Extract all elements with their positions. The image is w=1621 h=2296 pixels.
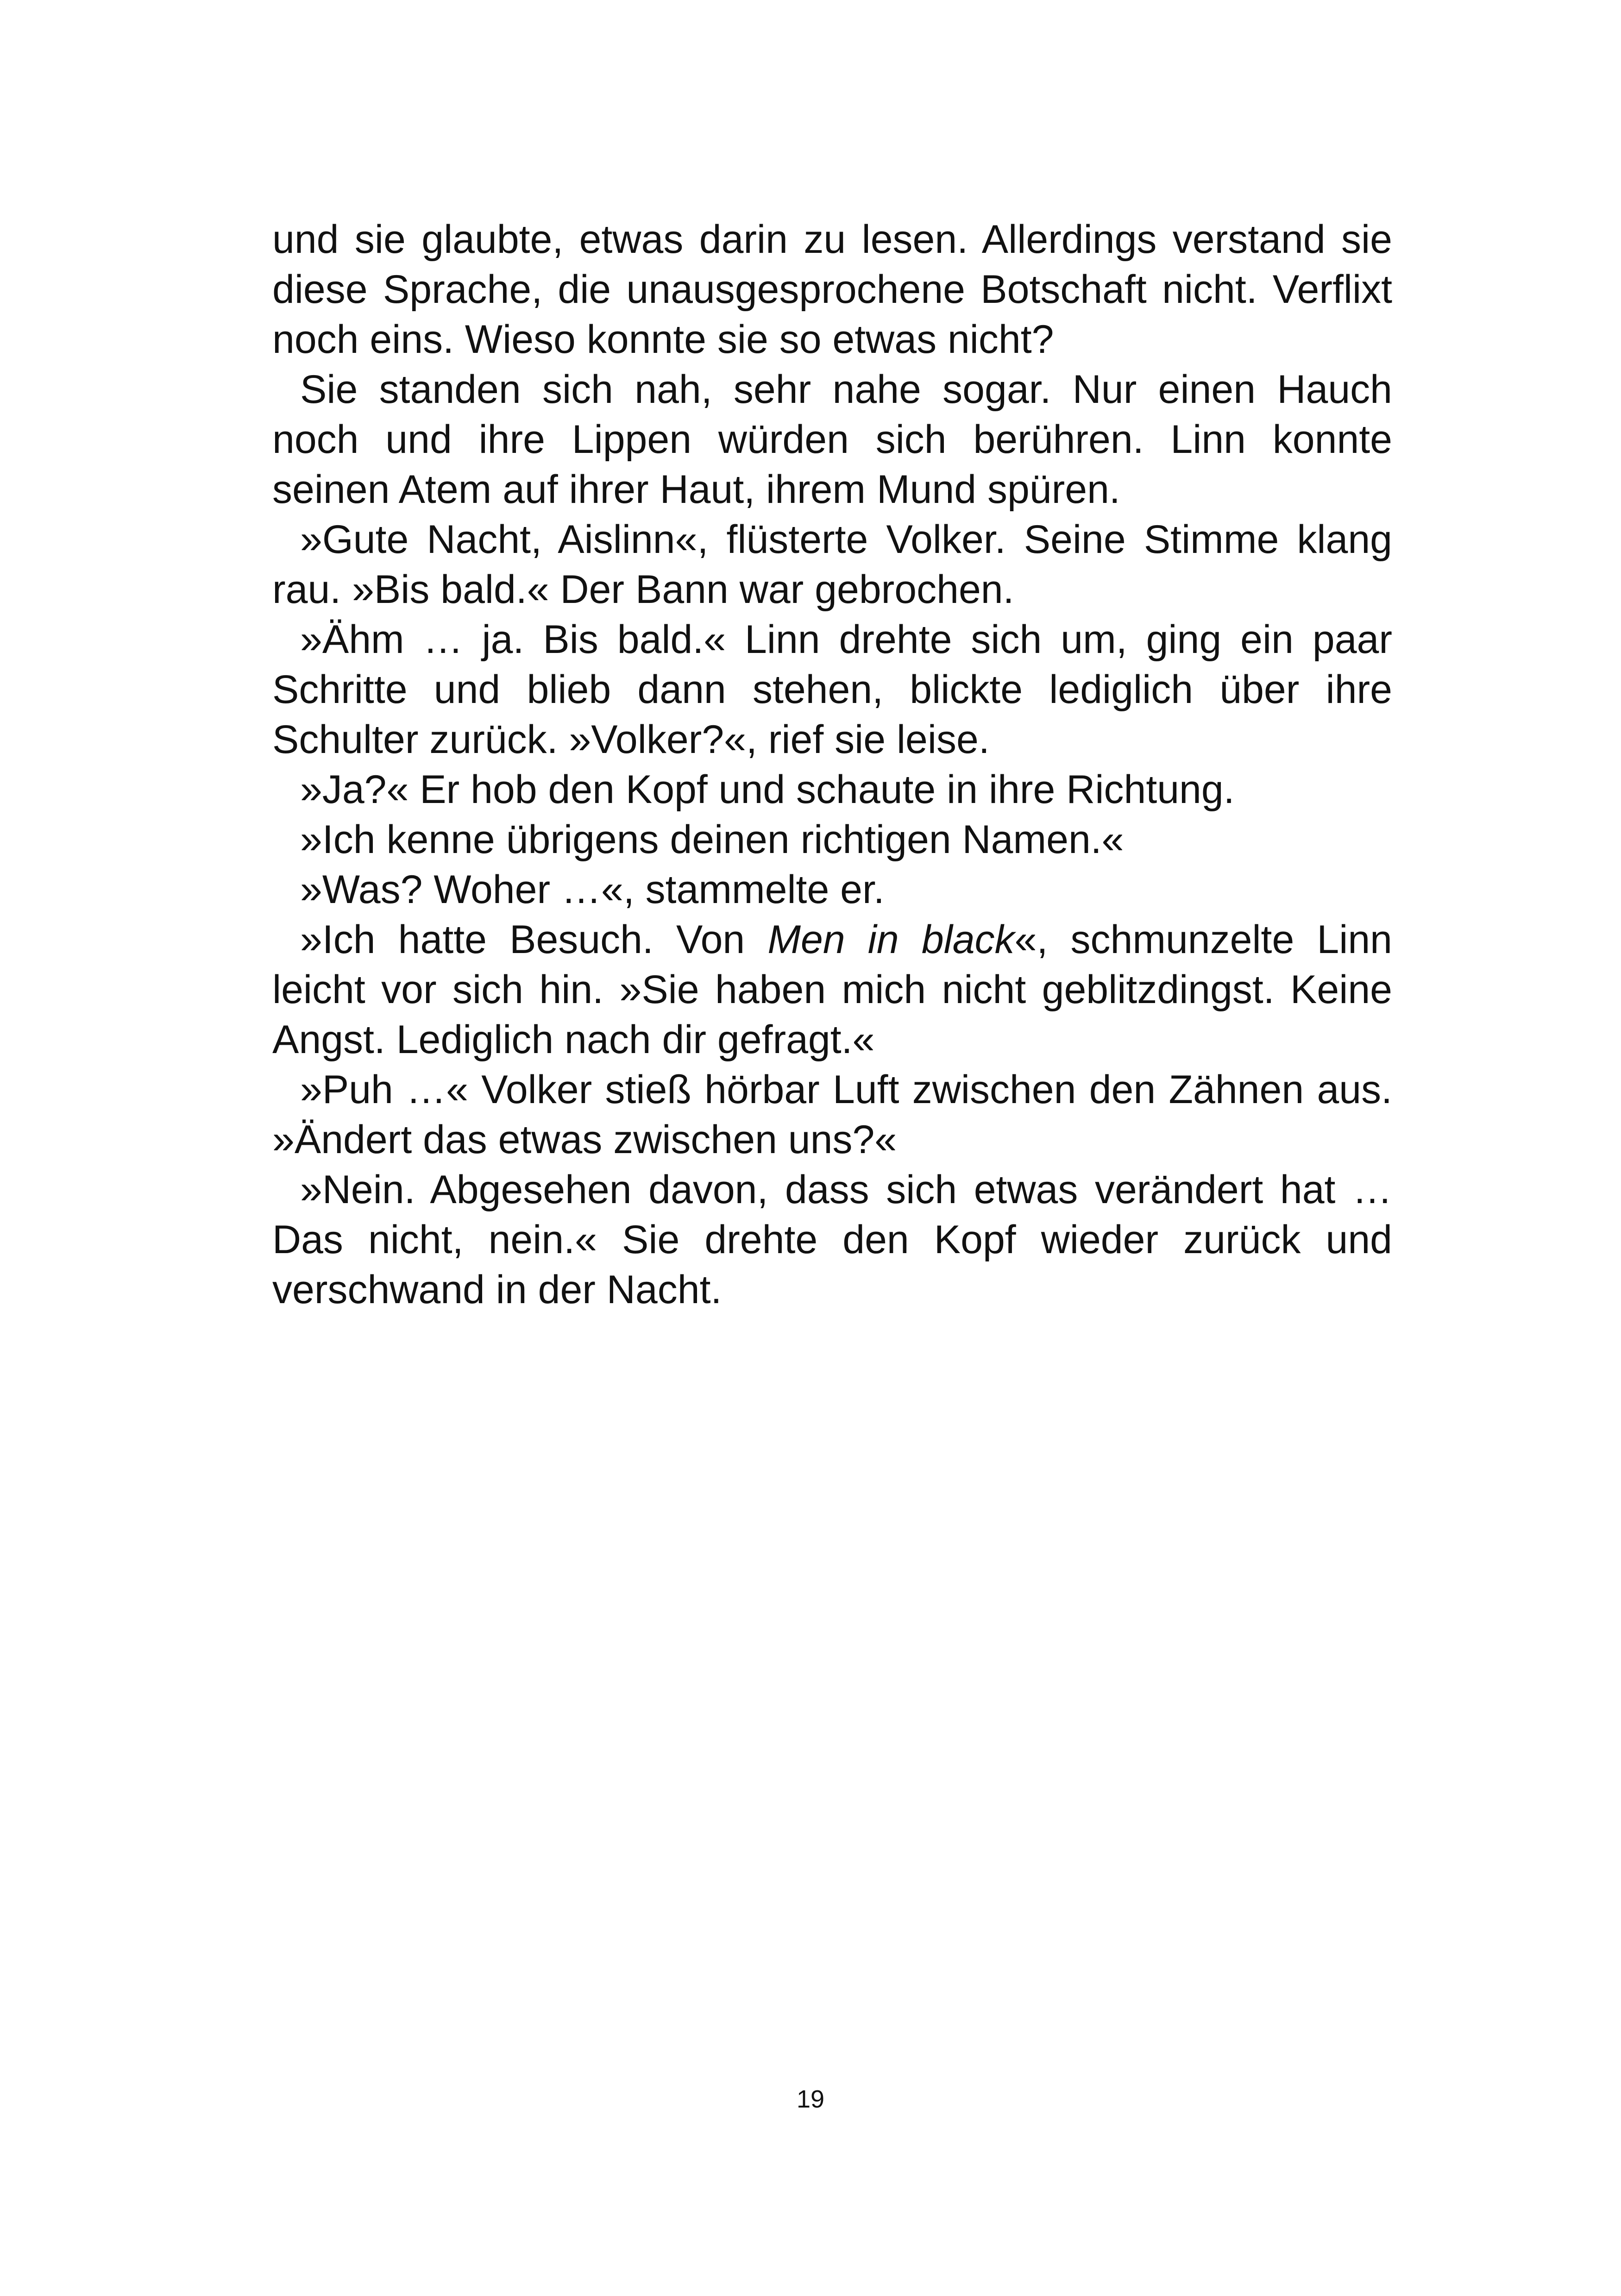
paragraph-text: «, schmunzelte Linn leicht vor sich hin. »Sie haben mich nicht geblitzdingst. Keine Angst. Lediglich nach dir gefragt.« <box>272 917 1393 1062</box>
paragraph: »Gute Nacht, Aislinn«, flüsterte Volker. Seine Stimme klang rau. »Bis bald.« Der Bann war gebrochen. <box>272 517 1392 612</box>
paragraph: »Puh …« Volker stieß hörbar Luft zwischen den Zähnen aus. »Ändert das etwas zwischen uns?« <box>272 1067 1392 1162</box>
page-number: 19 <box>796 2085 825 2113</box>
paragraph: Sie standen sich nah, sehr nahe sogar. Nur einen Hauch noch und ihre Lippen würden sich berühren. Linn konnte seinen Atem auf ihrer Haut, ihrem Mund spüren. <box>272 367 1392 512</box>
paragraph: und sie glaubte, etwas darin zu lesen. Allerdings verstand sie diese Sprache, die unausgesprochene Botschaft nicht. Verflixt noch eins. Wieso konnte sie so etwas nicht? <box>272 217 1392 362</box>
paragraph <box>272 915 1392 1065</box>
body-text <box>272 214 1392 1315</box>
paragraph-text: »Ich hatte Besuch. Von <box>300 917 768 962</box>
italic-title: Men in black <box>767 917 1015 962</box>
paragraph: »Nein. Abgesehen davon, dass sich etwas verändert hat … Das nicht, nein.« Sie drehte den Kopf wieder zurück und verschwand in der Nacht. <box>272 1167 1392 1312</box>
paragraph: »Ja?« Er hob den Kopf und schaute in ihre Richtung. <box>300 767 1235 812</box>
paragraph: »Was? Woher …«, stammelte er. <box>300 867 885 912</box>
paragraph: »Ähm … ja. Bis bald.« Linn drehte sich um, ging ein paar Schritte und blieb dann stehen, blickte lediglich über ihre Schulter zurück. »Volker?«, rief sie leise. <box>272 617 1392 762</box>
paragraph: »Ich kenne übrigens deinen richtigen Namen.« <box>300 817 1124 862</box>
